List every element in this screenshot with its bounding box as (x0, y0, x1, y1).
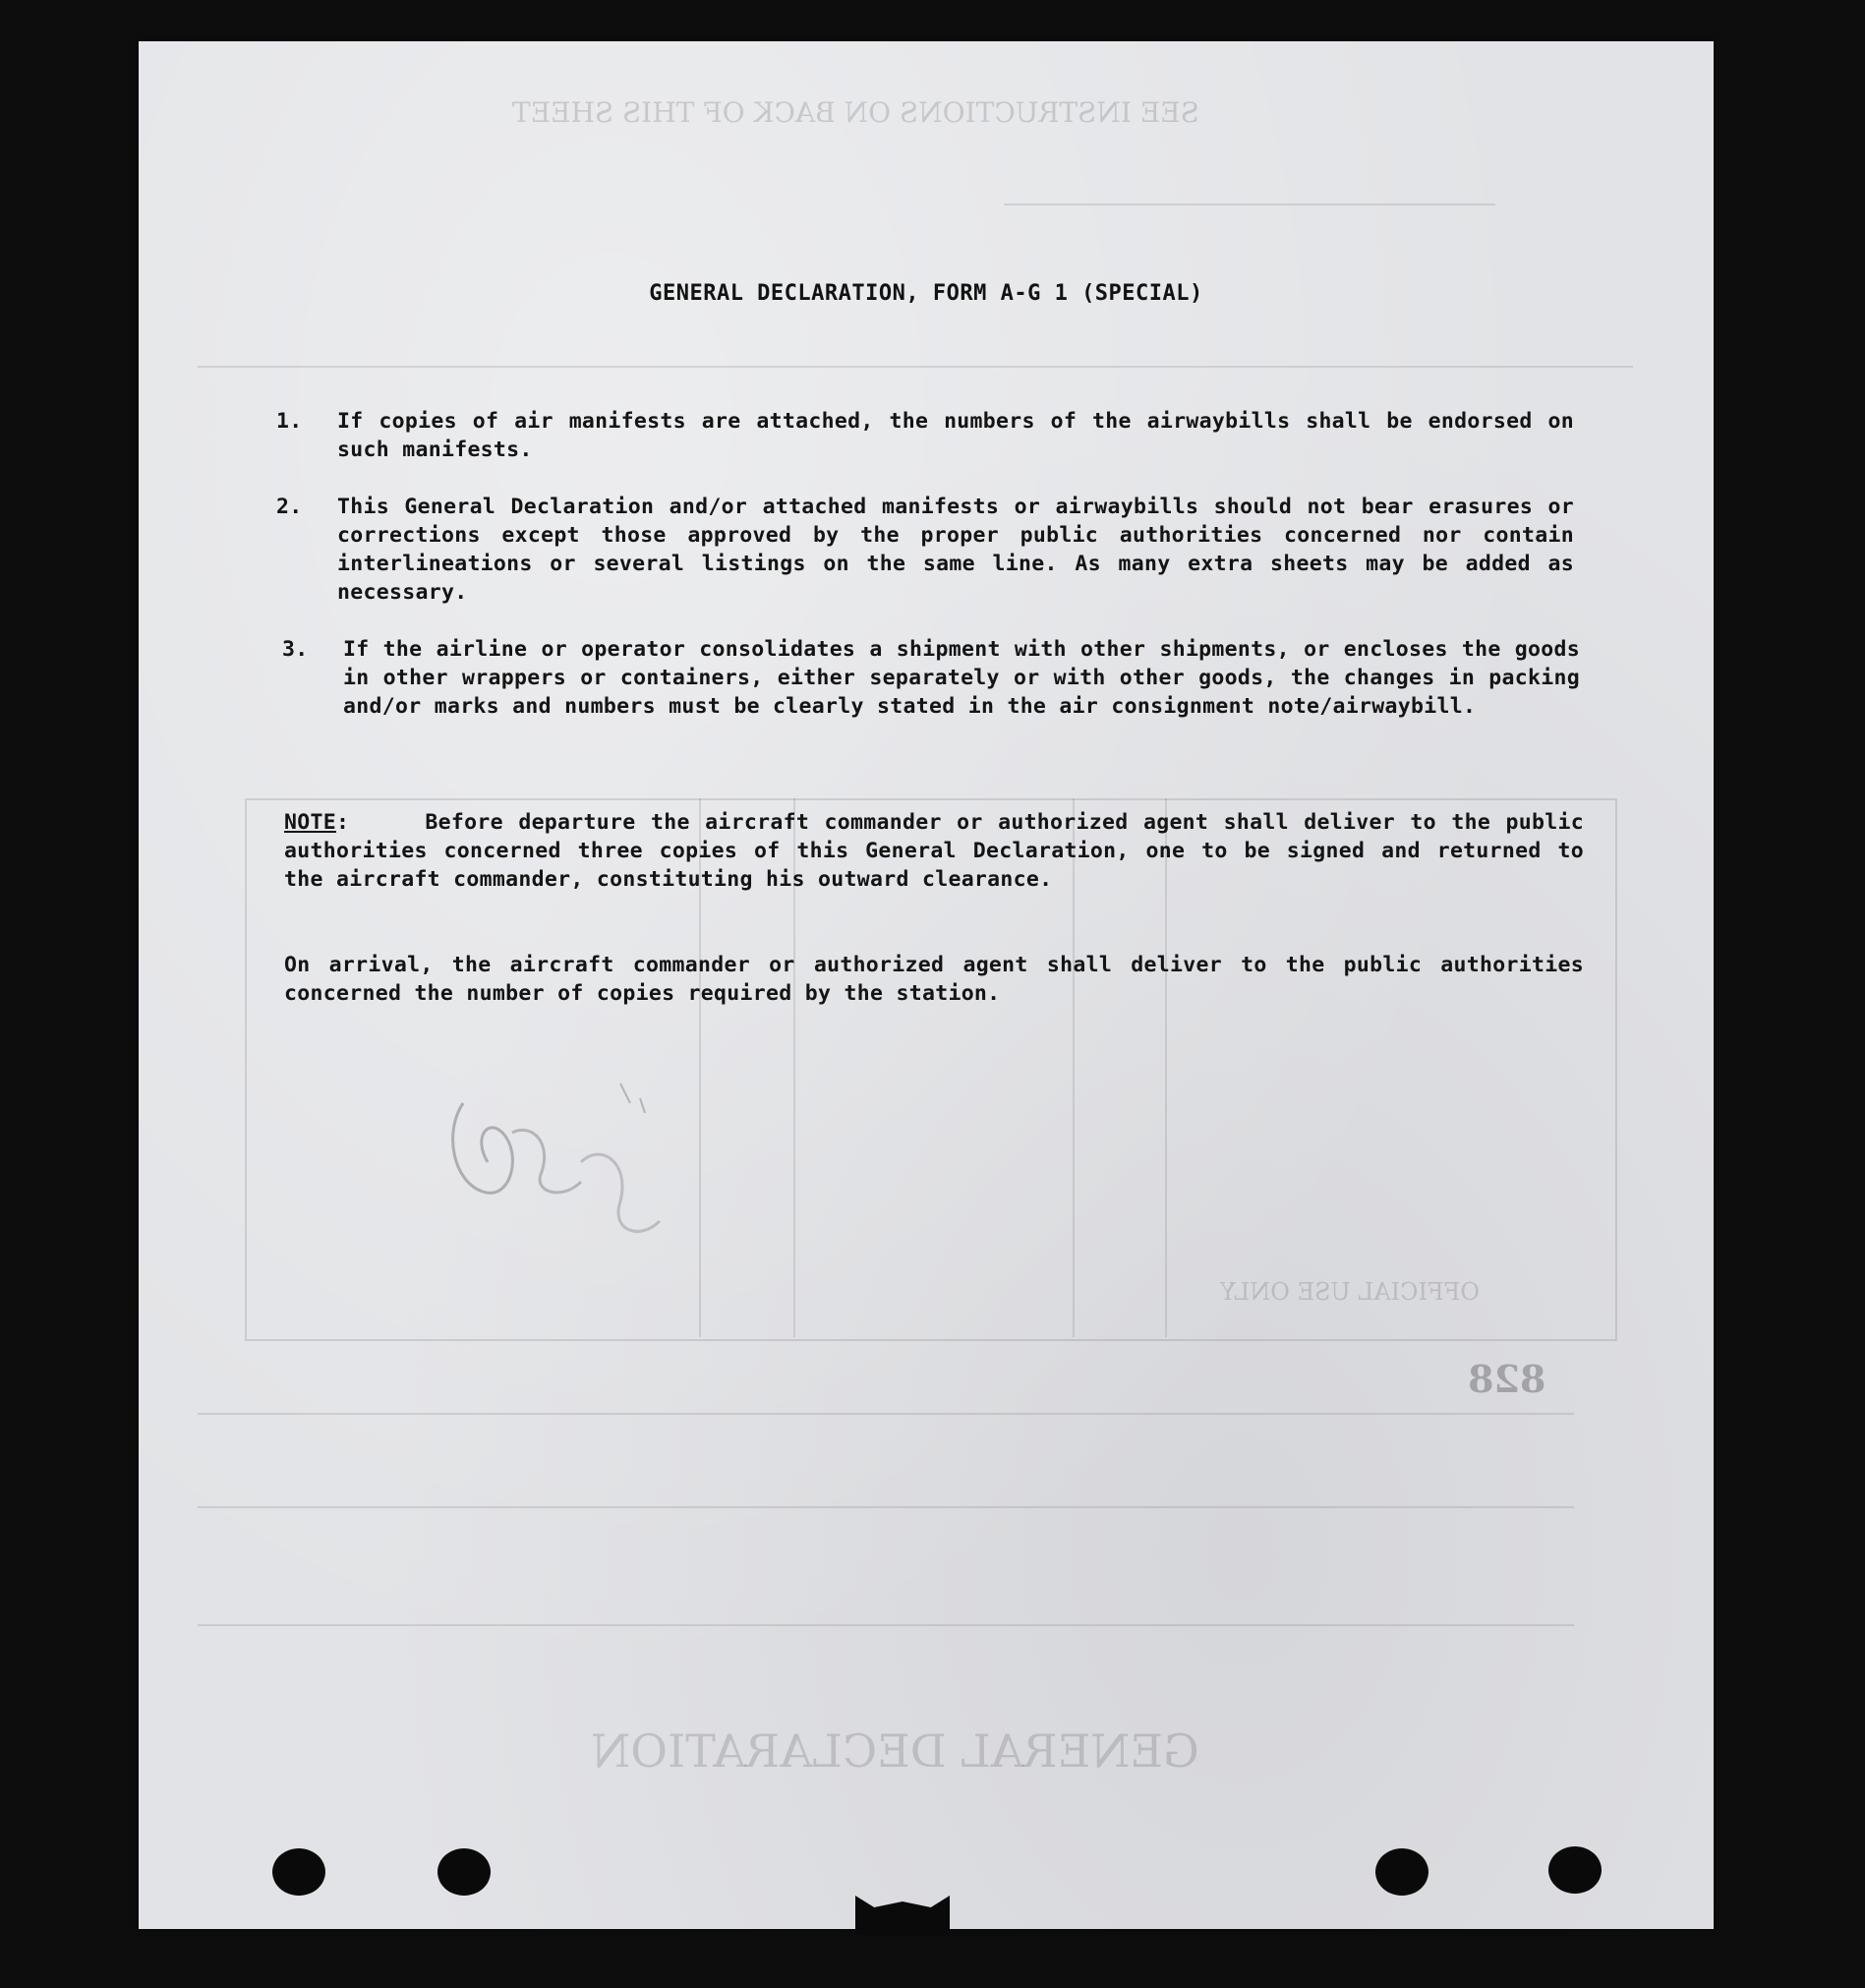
bleed-through-header: SEE INSTRUCTIONS ON BACK OF THIS SHEET (512, 96, 1199, 129)
bleed-through-label: GENERAL DECLARATION (591, 1725, 1199, 1778)
instruction-text: If the airline or operator consolidates a shipment with other shipments, or encloses the goods in other wrappers or containers, either separately or with other goods, the changes in packing and/or marks and numbers must be clearly stated in the air consignment note/airwaybill. (343, 637, 1580, 719)
instruction-text: This General Declaration and/or attached manifests or airwaybills should not bear erasures or corrections except those approved by the proper public authorities concerned nor contain interlineations or several listings on the same line. As many extra sheets may be added as necessary. (337, 495, 1574, 605)
punch-hole (1375, 1848, 1428, 1896)
note-paragraph (284, 808, 1584, 894)
punch-hole (272, 1848, 325, 1896)
bleed-through-rule (198, 1506, 1574, 1508)
instruction-number: 3. (282, 637, 309, 662)
instruction-item (282, 635, 1580, 721)
note-label: NOTE (284, 810, 336, 835)
instruction-number: 2. (276, 495, 303, 519)
bleed-through-rule (198, 1413, 1574, 1415)
instruction-item (276, 407, 1574, 464)
arrival-paragraph: On arrival, the aircraft commander or authorized agent shall deliver to the public authorities concerned the number of copies required by the station. (284, 953, 1584, 1006)
bleed-through-rule (198, 366, 1633, 368)
instruction-number: 1. (276, 409, 303, 434)
note-text: Before departure the aircraft commander or authorized agent shall deliver to the public authorities concerned three copies of this General Declaration, one to be signed and returned to the aircraft commander, constituting his outward clearance. (284, 810, 1584, 892)
note-colon: : (335, 810, 350, 835)
bleed-through-rule (1004, 204, 1495, 205)
instruction-item (276, 493, 1574, 607)
document-page (139, 41, 1714, 1929)
punch-hole (1548, 1846, 1602, 1894)
bleed-through-label: OFFICIAL USE ONLY (1220, 1278, 1480, 1306)
punch-hole (437, 1848, 491, 1896)
bleed-through-stamp-number: 828 (1468, 1357, 1546, 1401)
instruction-text: If copies of air manifests are attached, the numbers of the airwaybills shall be endorsed on such manifests. (337, 409, 1574, 462)
bleed-through-rule (198, 1624, 1574, 1626)
document-title: GENERAL DECLARATION, FORM A-G 1 (SPECIAL) (649, 281, 1203, 306)
pencil-scribble (434, 1044, 729, 1260)
